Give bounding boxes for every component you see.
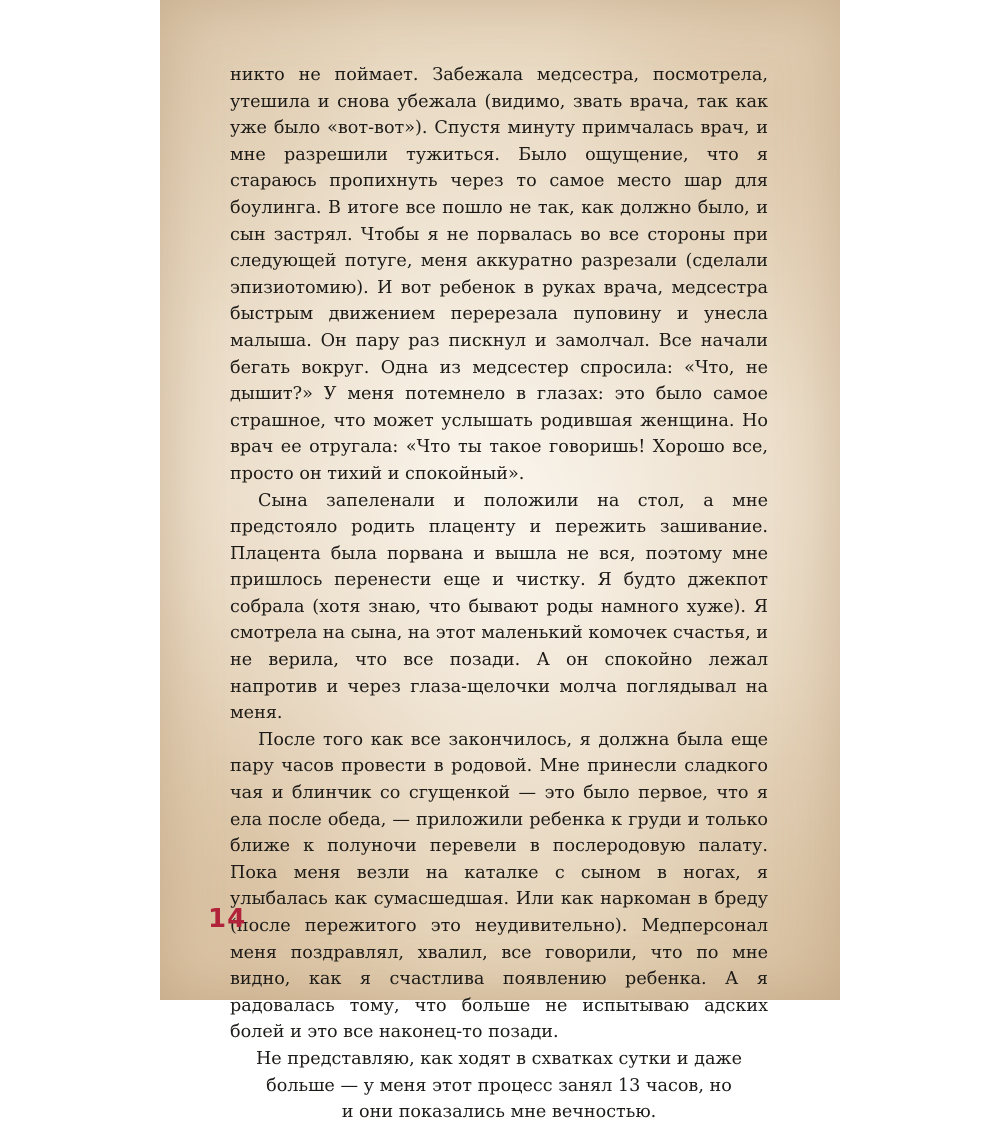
closing-line-1: Не представляю, как ходят в схватках сутки и даже bbox=[255, 1048, 743, 1069]
paragraph-1: никто не поймает. Забежала медсестра, посмотрела, утешила и снова убежала (видимо, звать врача, так как уже было «вот-вот»). Спустя минуту примчалась врач, и мне разрешили тужиться. Было ощущение, что я стараюсь пропихнуть через то самое место шар для боулинга. В итоге все пошло не так, как должно было, и сын застрял. Чтобы я не порвалась во все стороны при следующей потуге, меня аккуратно разрезали (сделали эпизиотомию). И вот ребенок в руках врача, медсестра быстрым движением перерезала пуповину и унесла малыша. Он пару раз пискнул и замолчал. Все начали бегать вокруг. Одна из медсестер спросила: «Что, не дышит?» У меня потемнело в глазах: это было самое страшное, что может услышать родившая женщина. Но врач ее отругала: «Что ты такое говоришь! Хорошо все, просто он тихий и спокойный». bbox=[230, 65, 768, 484]
closing-line-3: и они показались мне вечностью. bbox=[341, 1102, 657, 1123]
paragraph-3: После того как все закончилось, я должна была еще пару часов провести в родовой. Мне принесли сладкого чая и блинчик со сгущенкой — это было первое, что я ела после обеда, — приложили ребенка к груди и только ближе к полуночи перевели в послеродовую палату. Пока меня везли на каталке с сыном в ногах, я улыбалась как сумасшедшая. Или как наркоман в бреду (после пережитого это неудивительно). Медперсонал меня поздравлял, хвалил, все говорили, что по мне видно, как я счастлива появлению ребенка. А я радовалась тому, что больше не испытываю адских болей и это все наконец-то позади. bbox=[230, 729, 768, 1043]
body-text bbox=[230, 62, 768, 1126]
paragraph-4 bbox=[230, 1046, 768, 1126]
book-page bbox=[160, 0, 840, 1123]
closing-line-2: больше — у меня этот процесс занял 13 часов, но bbox=[266, 1075, 732, 1096]
page-number: 14 bbox=[208, 904, 247, 934]
paragraph-2: Сына запеленали и положили на стол, а мне предстояло родить плаценту и пережить зашивание. Плацента была порвана и вышла не вся, поэтому мне пришлось перенести еще и чистку. Я будто джекпот собрала (хотя знаю, что бывают роды намного хуже). Я смотрела на сына, на этот маленький комочек счастья, и не верила, что все позади. А он спокойно лежал напротив и через глаза-щелочки молча поглядывал на меня. bbox=[230, 490, 768, 724]
